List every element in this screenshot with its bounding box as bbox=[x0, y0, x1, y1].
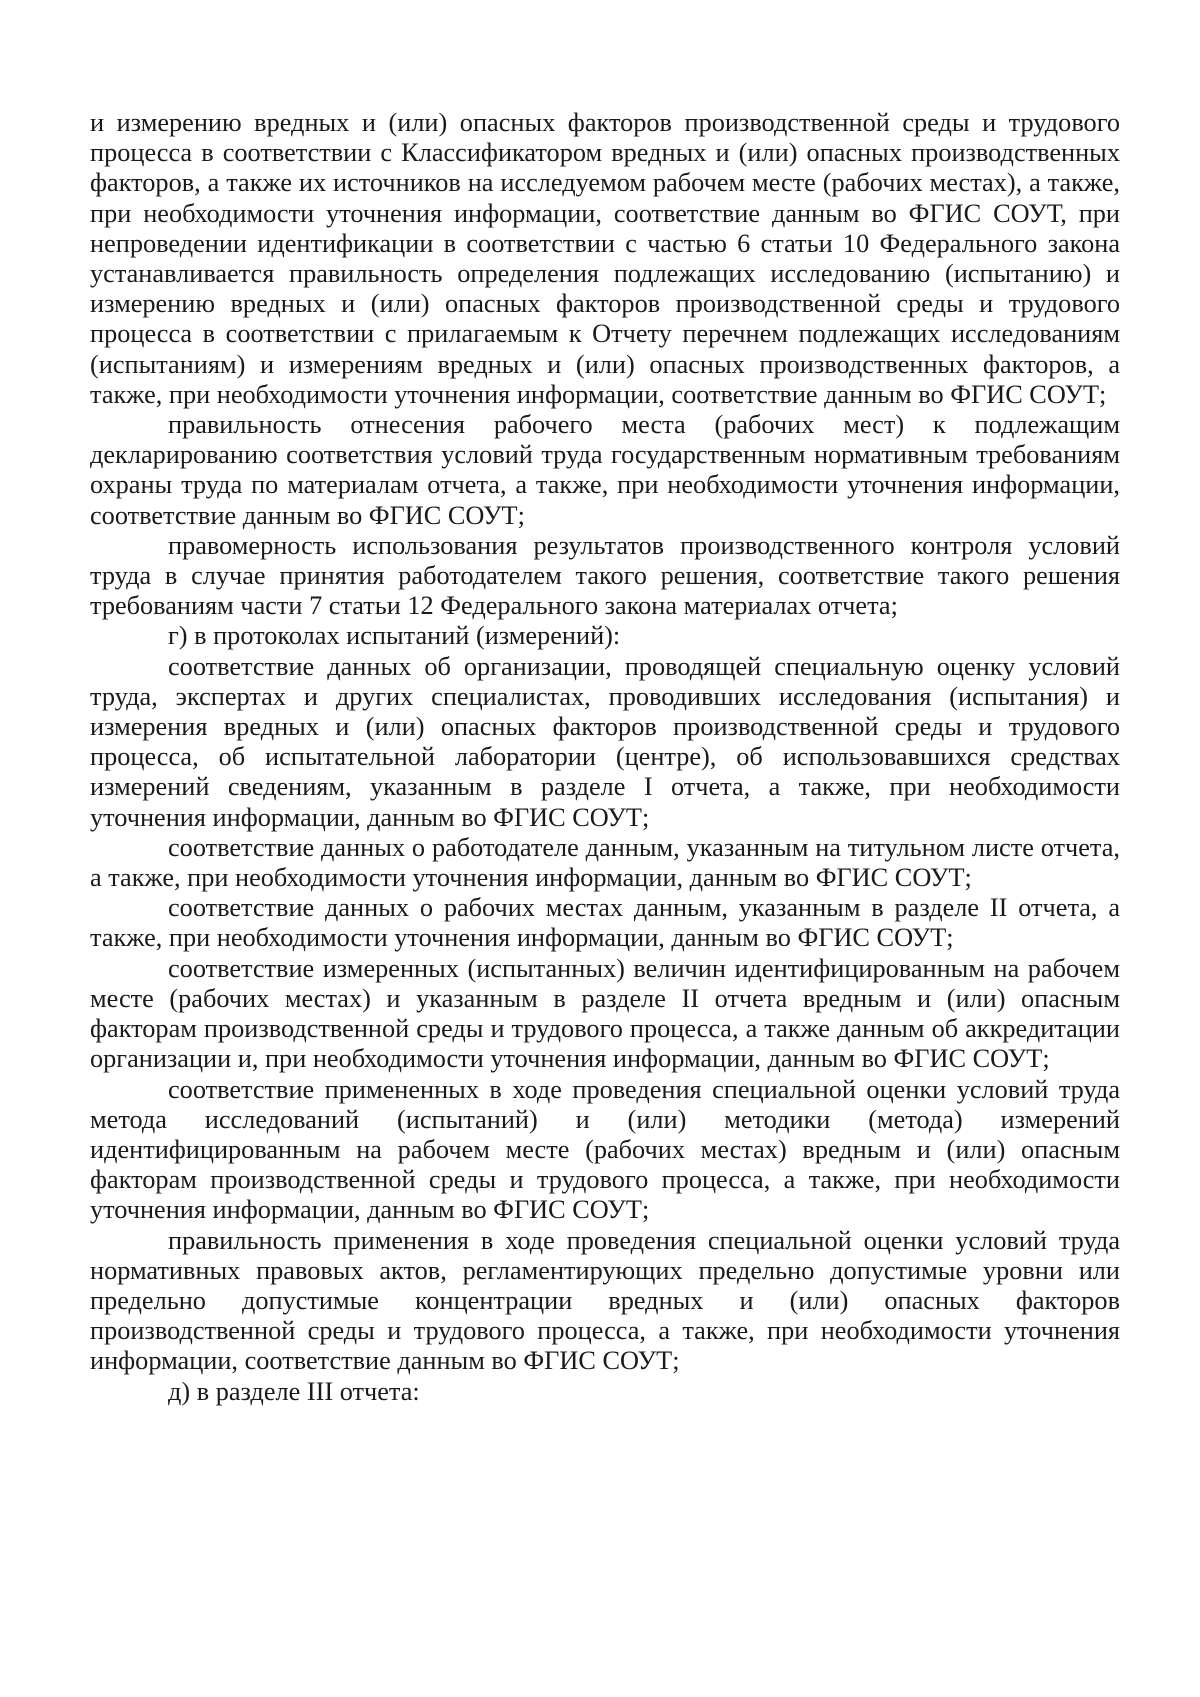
paragraph: соответствие измеренных (испытанных) величин идентифицированным на рабочем месте (рабочих местах) и указанным в разделе II отчета вредным и (или) опасным факторам производственной среды и трудового процесса, а также данным об аккредитации организации и, при необходимости уточнения информации, данным во ФГИС СОУТ; bbox=[90, 953, 1120, 1074]
paragraph: правильность отнесения рабочего места (рабочих мест) к подлежащим декларированию соответствия условий труда государственным нормативным требованиям охраны труда по материалам отчета, а также, при необходимости уточнения информации, соответствие данным во ФГИС СОУТ; bbox=[90, 410, 1120, 530]
paragraph: правильность применения в ходе проведения специальной оценки условий труда нормативных правовых актов, регламентирующих предельно допустимые уровни или предельно допустимые концентрации вредных и (или) опасных факторов производственной среды и трудового процесса, а также, при необходимости уточнения информации, соответствие данным во ФГИС СОУТ; bbox=[90, 1225, 1120, 1376]
document-body bbox=[90, 108, 1120, 1407]
paragraph: д) в разделе III отчета: bbox=[168, 1376, 420, 1406]
paragraph: и измерению вредных и (или) опасных факторов производственной среды и трудового процесса в соответствии с Классификатором вредных и (или) опасных производственных факторов, а также их источников на исследуемом рабочем месте (рабочих местах), а также, при необходимости уточнения информации, соответствие данным во ФГИС СОУТ, при непроведении идентификации в соответствии с частью 6 статьи 10 Федерального закона устанавливается правильность определения подлежащих исследованию (испытанию) и измерению вредных и (или) опасных факторов производственной среды и трудового процесса в соответствии с прилагаемым к Отчету перечнем подлежащих исследованиям (испытаниям) и измерениям вредных и (или) опасных производственных факторов, а также, при необходимости уточнения информации, соответствие данным во ФГИС СОУТ; bbox=[90, 108, 1120, 409]
paragraph: г) в протоколах испытаний (измерений): bbox=[168, 621, 621, 651]
paragraph: соответствие данных о рабочих местах данным, указанным в разделе II отчета, а также, при необходимости уточнения информации, данным во ФГИС СОУТ; bbox=[90, 893, 1120, 953]
paragraph: соответствие примененных в ходе проведения специальной оценки условий труда метода исследований (испытаний) и (или) методики (метода) измерений идентифицированным на рабочем месте (рабочих местах) вредным и (или) опасным факторам производственной среды и трудового процесса, а также, при необходимости уточнения информации, данным во ФГИС СОУТ; bbox=[90, 1074, 1120, 1225]
paragraph: правомерность использования результатов производственного контроля условий труда в случае принятия работодателем такого решения, соответствие такого решения требованиям части 7 статьи 12 Федерального закона материалах отчета; bbox=[90, 530, 1120, 621]
paragraph: соответствие данных об организации, проводящей специальную оценку условий труда, экспертах и других специалистах, проводивших исследования (испытания) и измерения вредных и (или) опасных факторов производственной среды и трудового процесса, об испытательной лаборатории (центре), об использовавшихся средствах измерений сведениям, указанным в разделе I отчета, а также, при необходимости уточнения информации, данным во ФГИС СОУТ; bbox=[90, 651, 1120, 832]
paragraph: соответствие данных о работодателе данным, указанным на титульном листе отчета, а также, при необходимости уточнения информации, данным во ФГИС СОУТ; bbox=[90, 832, 1120, 893]
